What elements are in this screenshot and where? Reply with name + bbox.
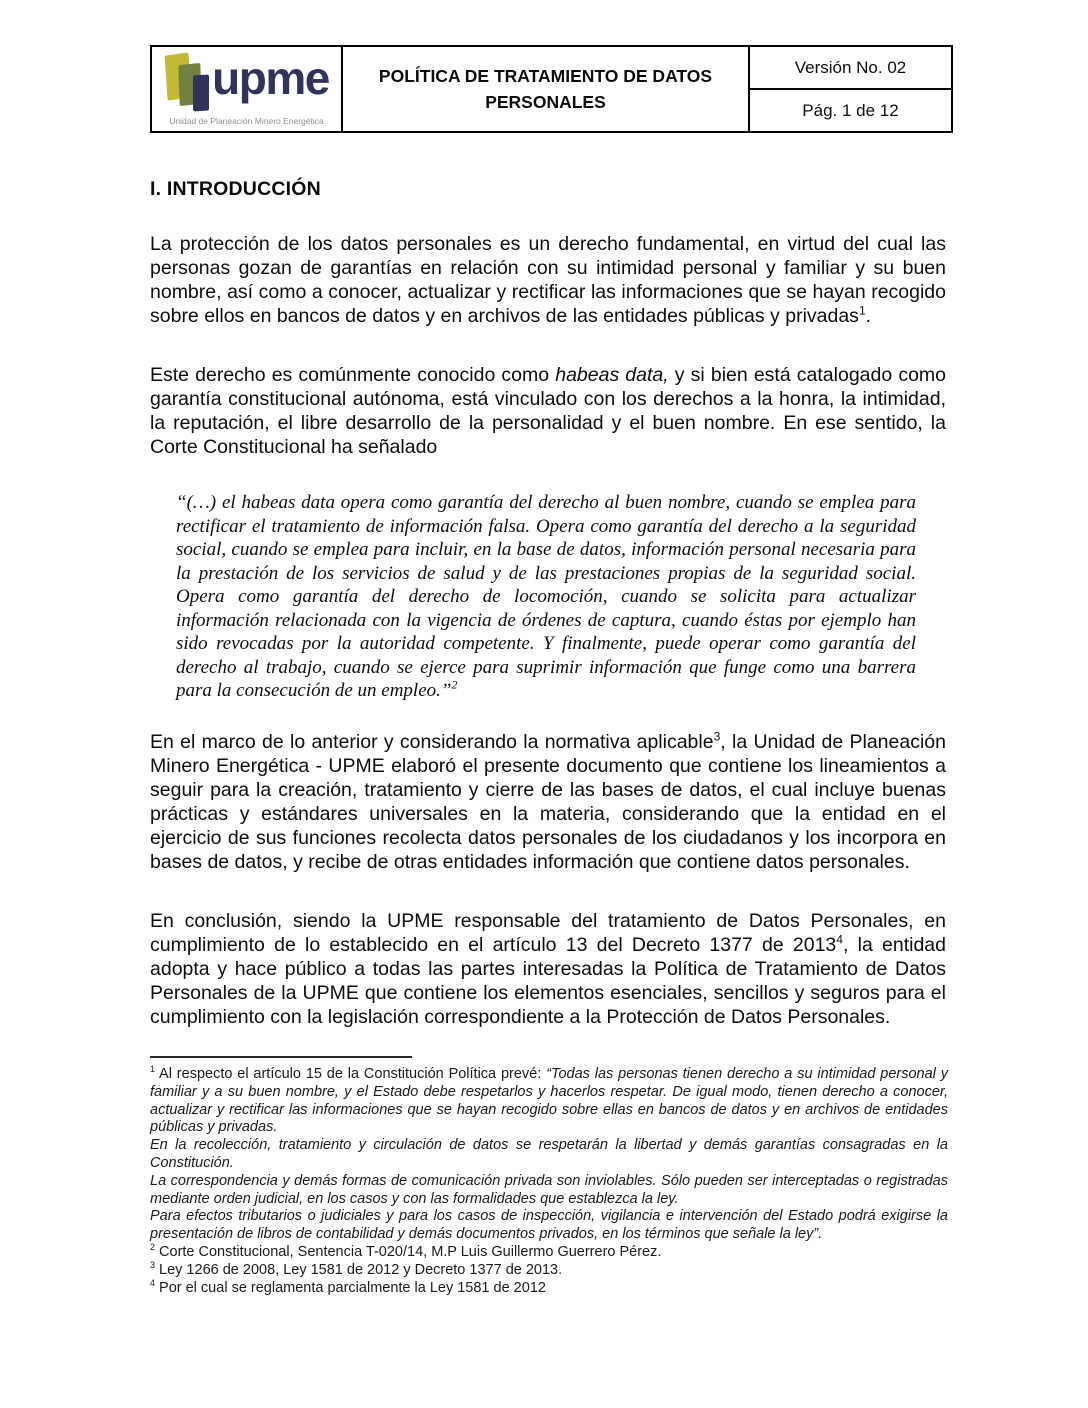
section-heading: I. INTRODUCCIÓN	[150, 178, 321, 200]
document-header-table	[150, 45, 953, 133]
document-title: POLÍTICA DE TRATAMIENTO DE DATOS PERSONALES	[343, 47, 750, 131]
logo-cell	[152, 47, 343, 131]
paragraph-4: En conclusión, siendo la UPME responsable del tratamiento de Datos Personales, en cumplimiento de lo establecido en el artículo 13 del Decreto 1377 de 2013$^4$, la entidad adopta y hace público a todas las partes interesadas la Política de Tratamiento de Datos Personales de la UPME que contiene los elementos esenciales, sencillos y seguros para el cumplimiento con la legislación correspondiente a la Protección de Datos Personales.	[150, 909, 946, 1028]
paragraph-3: En el marco de lo anterior y considerando la normativa aplicable$^3$, la Unidad de Planeación Minero Energética - UPME elaboró el presente documento que contiene los lineamientos a seguir para la creación, tratamiento y cierre de las bases de datos, el cual incluye buenas prácticas y estándares universales en la materia, considerando que la entidad en el ejercicio de sus funciones recolecta datos personales de los ciudadanos y los incorpora en bases de datos, y recibe de otras entidades información que contiene datos personales.	[150, 729, 946, 873]
page-number-label: Pág. 1 de 12	[802, 100, 899, 120]
paragraph-1: La protección de los datos personales es un derecho fundamental, en virtud del cual las personas gozan de garantías en relación con su intimidad personal y familiar y su buen nombre, así como a conocer, actualizar y rectificar las informaciones que se hayan recogido sobre ellos en bancos de datos y en archivos de las entidades públicas y privadas$^1$.	[150, 233, 946, 327]
footnote-separator-line	[150, 1056, 412, 1058]
footnote-1: $^1$ Al respecto el artículo 15 de la Constitución Política prevé: “Todas las personas tienen derecho a su intimidad personal y familiar y a su buen nombre, y el Estado debe respetarlos y hacerlos respetar. De igual modo, tienen derecho a conocer, actualizar y rectificar las informaciones que se hayan recogido sobre ellas en bancos de datos y en archivos de entidades públicas y privadas. En la recolección, tratamiento y circulación de datos se respetarán la libertad y demás garantías consagradas en la Constitución. La correspondencia y demás formas de comunicación privada son inviolables. Sólo pueden ser interceptadas o registradas mediante orden judicial, en los casos y con las formalidades que establezca la ley. Para efectos tributarios o judiciales y para los casos de inspección, vigilancia e intervención del Estado podrá exigirse la presentación de libros de contabilidad y demás documentos privados, en los términos que señale la ley”.	[150, 1064, 948, 1243]
upme-logo-icon	[164, 53, 212, 113]
logo-brand-text: upme	[212, 51, 329, 104]
logo-tagline: Unidad de Planeación Minero Energética	[169, 115, 324, 126]
footnote-2: $^2$ Corte Constitucional, Sentencia T-020/14, M.P Luis Guillermo Guerrero Pérez.	[150, 1242, 662, 1260]
logo-flag-navy	[193, 74, 209, 111]
document-body	[150, 178, 946, 1064]
paragraph-2: Este derecho es comúnmente conocido como habeas data, y si bien está catalogado como garantía constitucional autónoma, está vinculado con los derechos a la honra, la intimidad, la reputación, el libre desarrollo de la personalidad y el buen nombre. En ese sentido, la Corte Constitucional ha señalado	[150, 364, 947, 458]
footnotes-section	[150, 1056, 948, 1297]
version-label: Versión No. 02	[750, 47, 951, 90]
court-quote-block: “(…) el habeas data opera como garantía del derecho al buen nombre, cuando se emplea para rectificar el tratamiento de información falsa. Opera como garantía del derecho a la seguridad social, cuando se emplea para incluir, en la base de datos, información personal necesaria para la prestación de los servicios de salud y de las prestaciones propias de la seguridad social. Opera como garantía del derecho de locomoción, cuando se solicita para actualizar información relacionada con la vigencia de órdenes de captura, cuando éstas por ejemplo han sido revocadas por la autoridad competente. Y finalmente, puede operar como garantía del derecho al trabajo, cuando se ejerce para suprimir información que funge como una barrera para la consecución de un empleo.”$^2$	[176, 492, 916, 701]
header-meta-cell	[750, 47, 951, 131]
footnote-3: $^3$ Ley 1266 de 2008, Ley 1581 de 2012 y Decreto 1377 de 2013.	[150, 1259, 563, 1278]
footnote-4: $^4$ Por el cual se reglamenta parcialmente la Ley 1581 de 2012	[150, 1277, 546, 1296]
upme-logo	[164, 53, 329, 113]
